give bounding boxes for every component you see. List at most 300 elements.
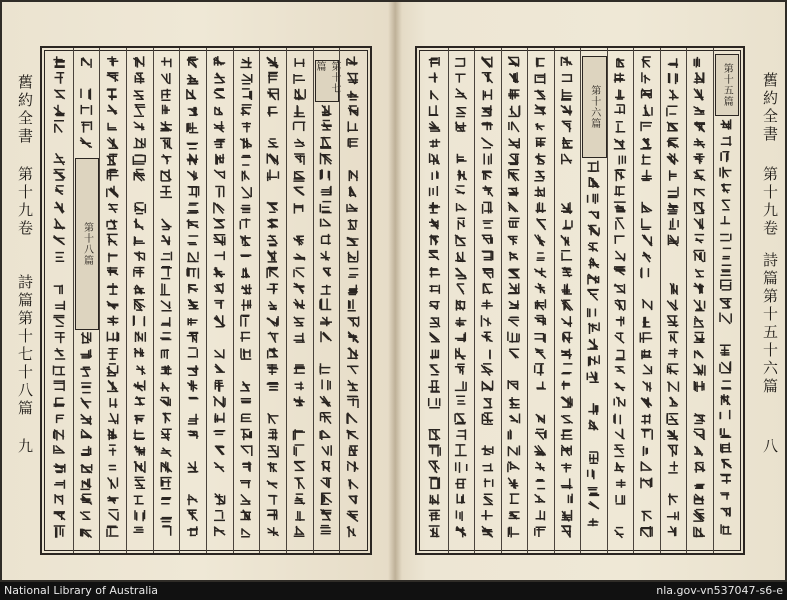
character-glyph — [562, 74, 573, 82]
character-glyph — [320, 526, 331, 534]
character-glyph — [536, 123, 545, 130]
character-glyph — [668, 235, 679, 246]
character-glyph — [588, 308, 596, 317]
character-glyph — [347, 413, 357, 424]
character-glyph — [107, 220, 118, 229]
character-glyph — [347, 348, 358, 360]
character-glyph — [187, 203, 199, 213]
character-glyph — [587, 339, 598, 350]
character-glyph — [589, 452, 598, 464]
character-glyph — [293, 236, 304, 245]
character-glyph — [509, 349, 519, 358]
character-glyph — [322, 380, 330, 391]
character-glyph — [321, 285, 331, 294]
character-glyph — [455, 122, 466, 132]
character-glyph — [455, 252, 466, 262]
character-glyph — [160, 138, 172, 149]
character-glyph — [321, 234, 331, 245]
character-glyph — [455, 317, 466, 327]
character-glyph — [268, 73, 278, 84]
printed-text-strokes — [417, 48, 743, 553]
character-glyph — [455, 268, 466, 279]
character-glyph — [455, 445, 467, 456]
character-glyph — [428, 380, 440, 392]
character-glyph — [54, 105, 65, 116]
character-glyph — [321, 509, 332, 521]
character-glyph — [133, 429, 145, 439]
character-glyph — [561, 349, 572, 360]
character-glyph — [215, 380, 224, 392]
character-glyph — [187, 171, 198, 181]
character-glyph — [429, 365, 439, 375]
character-glyph — [322, 461, 331, 472]
character-glyph — [136, 366, 145, 375]
character-glyph — [187, 122, 198, 132]
character-glyph — [429, 139, 440, 148]
character-glyph — [134, 300, 146, 311]
character-glyph — [294, 139, 305, 146]
character-glyph — [588, 420, 598, 431]
character-glyph — [616, 479, 626, 488]
character-glyph — [429, 477, 440, 489]
character-glyph — [534, 105, 545, 116]
character-glyph — [214, 170, 225, 179]
character-glyph — [615, 429, 624, 440]
character-glyph — [107, 496, 118, 503]
character-glyph — [241, 399, 251, 403]
character-glyph — [587, 372, 599, 383]
character-glyph — [134, 251, 144, 261]
character-glyph — [482, 171, 492, 180]
character-glyph — [534, 334, 545, 343]
character-glyph — [161, 317, 171, 327]
character-glyph — [615, 367, 625, 374]
character-glyph — [482, 269, 492, 279]
character-glyph — [535, 299, 546, 310]
character-glyph — [641, 429, 652, 439]
character-glyph — [133, 380, 144, 391]
character-glyph — [458, 218, 466, 229]
character-glyph — [241, 528, 250, 536]
character-glyph — [616, 122, 626, 133]
character-glyph — [615, 170, 626, 181]
character-glyph — [429, 494, 439, 505]
character-glyph — [54, 202, 64, 214]
character-glyph — [720, 493, 729, 500]
character-glyph — [508, 317, 519, 326]
character-glyph — [214, 73, 225, 83]
character-glyph — [214, 139, 225, 147]
character-glyph — [214, 527, 225, 536]
character-glyph — [189, 398, 199, 399]
character-glyph — [241, 348, 251, 359]
character-glyph — [669, 73, 678, 84]
character-glyph — [242, 187, 252, 198]
character-glyph — [561, 57, 572, 66]
character-glyph — [214, 462, 224, 472]
character-glyph — [347, 366, 359, 374]
character-glyph — [81, 529, 92, 538]
character-glyph — [721, 152, 729, 162]
character-glyph — [568, 494, 572, 504]
character-glyph — [457, 494, 465, 504]
character-glyph — [694, 446, 703, 456]
character-glyph — [135, 510, 145, 521]
character-glyph — [348, 285, 358, 295]
character-glyph — [561, 526, 571, 538]
character-glyph — [615, 350, 625, 360]
character-glyph — [537, 253, 545, 260]
character-glyph — [694, 350, 703, 358]
character-glyph — [669, 397, 677, 406]
character-glyph — [347, 511, 358, 522]
character-glyph — [161, 235, 170, 245]
character-glyph — [322, 105, 332, 116]
character-glyph — [694, 202, 705, 214]
character-glyph — [295, 58, 304, 67]
character-glyph — [349, 495, 358, 504]
character-glyph — [108, 429, 117, 441]
character-glyph — [694, 107, 705, 115]
character-glyph — [694, 494, 704, 504]
character-glyph — [694, 122, 705, 132]
character-glyph — [561, 235, 570, 246]
character-glyph — [215, 107, 223, 115]
character-glyph — [55, 186, 64, 195]
character-glyph — [215, 446, 225, 455]
character-glyph — [215, 494, 225, 506]
character-glyph — [54, 526, 65, 538]
character-glyph — [107, 234, 118, 245]
character-glyph — [267, 364, 278, 375]
character-glyph — [108, 253, 118, 263]
character-glyph — [188, 186, 199, 198]
character-glyph — [721, 507, 731, 516]
character-glyph — [483, 202, 493, 213]
character-glyph — [430, 350, 439, 360]
left-running-head: 舊約全書 — [16, 74, 34, 146]
character-glyph — [293, 283, 304, 294]
character-glyph — [107, 526, 119, 537]
character-glyph — [430, 317, 440, 327]
character-glyph — [80, 512, 90, 519]
character-glyph — [81, 446, 92, 456]
character-glyph — [428, 445, 440, 456]
character-glyph — [54, 90, 65, 99]
character-glyph — [108, 477, 118, 489]
character-glyph — [268, 413, 279, 424]
character-glyph — [54, 219, 65, 230]
character-glyph — [694, 485, 704, 489]
character-glyph — [187, 510, 198, 521]
character-glyph — [720, 167, 731, 178]
character-glyph — [347, 461, 358, 472]
character-glyph — [80, 478, 91, 489]
character-glyph — [534, 90, 545, 100]
character-glyph — [617, 58, 625, 67]
character-glyph — [135, 396, 146, 405]
character-glyph — [720, 345, 731, 356]
character-glyph — [721, 443, 732, 454]
character-glyph — [535, 153, 545, 164]
character-glyph — [187, 75, 199, 84]
character-glyph — [107, 380, 118, 392]
character-glyph — [508, 446, 519, 457]
character-glyph — [614, 105, 624, 114]
character-glyph — [615, 251, 624, 261]
character-glyph — [721, 119, 731, 130]
character-glyph — [348, 139, 359, 148]
character-glyph — [455, 89, 467, 100]
right-running-head: 舊約全書 — [761, 72, 779, 144]
right-page-number: 八 — [761, 438, 779, 456]
character-glyph — [508, 187, 519, 196]
character-glyph — [321, 251, 331, 261]
character-glyph — [483, 89, 491, 100]
character-glyph — [509, 300, 519, 309]
character-glyph — [509, 397, 520, 408]
character-glyph — [294, 154, 305, 165]
character-glyph — [267, 383, 279, 390]
character-glyph — [241, 105, 252, 116]
character-glyph — [162, 219, 172, 230]
character-glyph — [347, 396, 358, 408]
character-glyph — [134, 316, 145, 327]
character-glyph — [670, 283, 678, 295]
character-glyph — [80, 367, 90, 376]
character-glyph — [669, 218, 678, 229]
character-glyph — [347, 121, 358, 132]
character-glyph — [294, 89, 305, 101]
character-glyph — [430, 186, 438, 196]
character-glyph — [54, 494, 62, 504]
character-glyph — [615, 383, 626, 391]
character-glyph — [294, 429, 306, 440]
character-glyph — [268, 250, 278, 262]
character-glyph — [294, 396, 305, 406]
character-glyph — [267, 235, 278, 246]
character-glyph — [588, 501, 599, 509]
character-glyph — [347, 56, 358, 65]
character-glyph — [134, 348, 144, 358]
character-glyph — [614, 186, 625, 197]
character-glyph — [588, 488, 600, 496]
character-glyph — [188, 348, 198, 358]
character-glyph — [241, 284, 252, 295]
character-glyph — [562, 510, 572, 522]
character-glyph — [640, 122, 652, 132]
character-glyph — [81, 332, 91, 344]
character-glyph — [321, 121, 332, 130]
character-glyph — [641, 414, 651, 425]
character-glyph — [294, 445, 304, 456]
character-glyph — [561, 300, 573, 311]
character-glyph — [134, 105, 146, 117]
character-glyph — [614, 139, 625, 149]
character-glyph — [107, 301, 119, 309]
character-glyph — [587, 290, 599, 301]
character-glyph — [641, 349, 652, 359]
character-glyph — [107, 332, 119, 342]
character-glyph — [482, 413, 493, 424]
character-glyph — [508, 527, 519, 538]
character-glyph — [188, 107, 198, 116]
character-glyph — [429, 219, 439, 230]
character-glyph — [162, 526, 171, 536]
psalm-heading-label: 第十七篇 — [313, 61, 340, 94]
character-glyph — [640, 138, 651, 149]
character-glyph — [214, 251, 224, 260]
character-glyph — [241, 430, 252, 441]
footer-bar — [0, 582, 787, 600]
character-glyph — [721, 524, 731, 534]
character-glyph — [54, 121, 64, 133]
character-glyph — [588, 243, 598, 251]
character-glyph — [588, 469, 594, 479]
character-glyph — [135, 332, 145, 342]
character-glyph — [347, 204, 358, 212]
character-glyph — [588, 194, 598, 204]
character-glyph — [561, 445, 571, 456]
character-glyph — [240, 480, 251, 488]
character-glyph — [457, 284, 464, 294]
character-glyph — [162, 105, 170, 115]
book-gutter — [388, 2, 402, 580]
character-glyph — [667, 364, 678, 375]
character-glyph — [668, 461, 678, 473]
character-glyph — [720, 410, 730, 419]
character-glyph — [694, 57, 699, 68]
character-glyph — [110, 398, 118, 408]
character-glyph — [267, 107, 277, 117]
character-glyph — [108, 413, 118, 424]
character-glyph — [455, 58, 465, 66]
character-glyph — [187, 332, 199, 343]
character-glyph — [187, 89, 196, 100]
character-glyph — [268, 430, 278, 441]
character-glyph — [321, 186, 332, 195]
character-glyph — [429, 332, 440, 341]
character-glyph — [241, 315, 250, 326]
character-glyph — [214, 202, 224, 213]
character-glyph — [188, 284, 198, 294]
character-glyph — [535, 348, 545, 359]
character-glyph — [161, 252, 172, 261]
character-glyph — [429, 430, 441, 441]
character-glyph — [107, 186, 119, 198]
character-glyph — [242, 462, 251, 472]
character-glyph — [240, 235, 251, 246]
character-glyph — [561, 251, 572, 261]
character-glyph — [54, 464, 66, 473]
character-glyph — [482, 186, 492, 197]
character-glyph — [457, 154, 467, 163]
character-glyph — [694, 429, 705, 440]
character-glyph — [429, 202, 440, 213]
character-glyph — [482, 445, 493, 455]
character-glyph — [213, 234, 225, 245]
character-glyph — [161, 301, 172, 311]
character-glyph — [294, 333, 305, 342]
character-glyph — [455, 235, 466, 246]
character-glyph — [720, 234, 731, 241]
character-glyph — [588, 258, 599, 269]
character-glyph — [241, 414, 252, 421]
character-glyph — [508, 269, 519, 279]
character-glyph — [429, 285, 439, 294]
character-glyph — [188, 431, 199, 439]
character-glyph — [614, 445, 624, 456]
character-glyph — [322, 445, 331, 456]
character-glyph — [456, 396, 465, 404]
character-glyph — [588, 225, 599, 236]
character-glyph — [294, 268, 305, 277]
character-glyph — [188, 461, 199, 472]
character-glyph — [134, 477, 145, 488]
character-glyph — [347, 526, 356, 537]
character-glyph — [320, 363, 330, 374]
character-glyph — [240, 138, 252, 149]
character-glyph — [482, 463, 493, 471]
character-glyph — [483, 494, 493, 505]
character-glyph — [456, 300, 466, 311]
character-glyph — [588, 518, 599, 526]
character-glyph — [187, 494, 197, 505]
character-glyph — [80, 494, 92, 504]
character-glyph — [80, 138, 92, 148]
character-glyph — [614, 397, 625, 407]
character-glyph — [641, 218, 651, 229]
character-glyph — [294, 203, 303, 213]
character-glyph — [320, 317, 332, 327]
character-glyph — [109, 445, 117, 456]
character-glyph — [642, 252, 651, 262]
character-glyph — [641, 478, 652, 489]
character-glyph — [720, 475, 731, 484]
character-glyph — [294, 122, 306, 131]
character-glyph — [348, 299, 356, 310]
character-glyph — [347, 380, 358, 391]
character-glyph — [187, 365, 198, 376]
character-glyph — [133, 56, 144, 67]
character-glyph — [240, 57, 251, 67]
character-glyph — [348, 269, 358, 278]
character-glyph — [268, 301, 277, 310]
character-glyph — [107, 73, 119, 82]
left-text-frame — [40, 46, 372, 555]
character-glyph — [455, 364, 465, 375]
character-glyph — [588, 403, 597, 415]
character-glyph — [694, 170, 706, 180]
character-glyph — [54, 430, 64, 441]
character-glyph — [215, 349, 224, 358]
character-glyph — [695, 235, 705, 243]
character-glyph — [161, 462, 172, 473]
character-glyph — [429, 461, 440, 473]
character-glyph — [347, 430, 359, 439]
character-glyph — [55, 301, 65, 310]
character-glyph — [54, 480, 64, 489]
character-glyph — [561, 429, 573, 439]
character-glyph — [535, 494, 546, 503]
character-glyph — [667, 203, 678, 214]
character-glyph — [214, 431, 226, 435]
character-glyph — [534, 171, 545, 181]
character-glyph — [432, 171, 438, 180]
character-glyph — [667, 316, 679, 327]
character-glyph — [107, 56, 118, 66]
character-glyph — [562, 137, 573, 148]
